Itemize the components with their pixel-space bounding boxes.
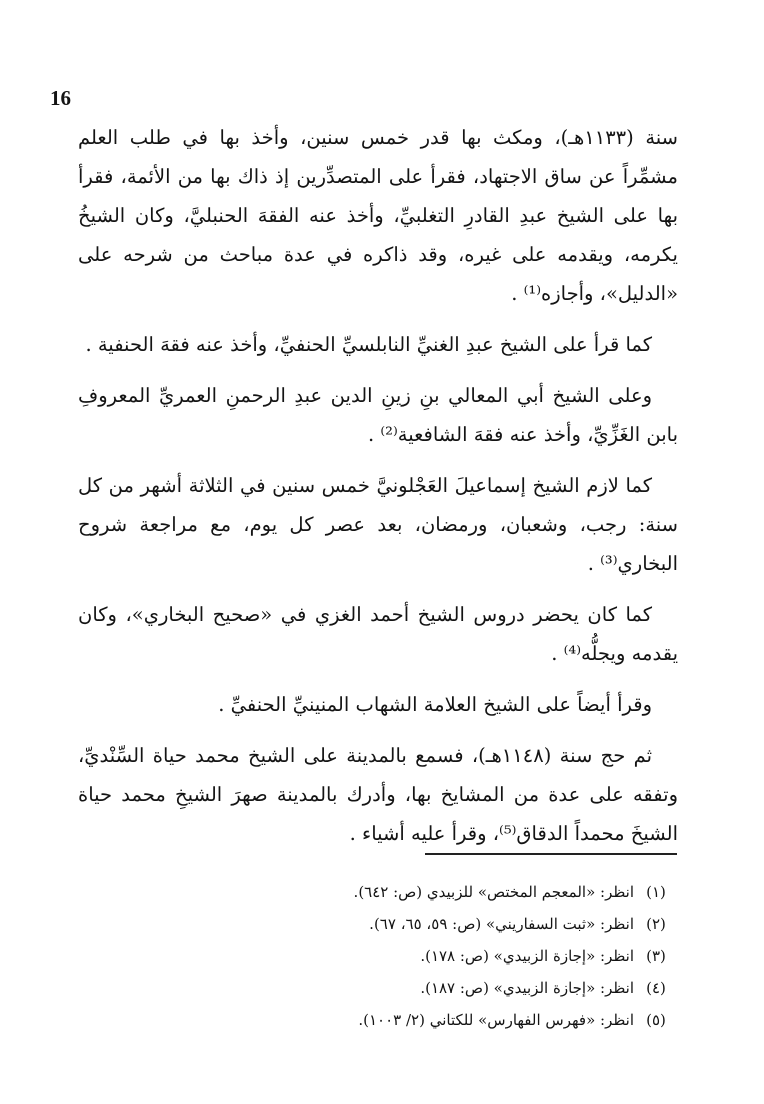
- footnote-number: (٥): [646, 1011, 666, 1029]
- footnote: [78, 1004, 678, 1036]
- footnote-text: انظر: «إجازة الزبيدي» (ص: ١٧٨).: [420, 947, 634, 965]
- footnote-text: انظر: «المعجم المختص» للزبيدي (ص: ٦٤٢).: [353, 883, 634, 901]
- footnote-text: انظر: «فهرس الفهارس» للكتاني (٢/ ١٠٠٣).: [358, 1011, 634, 1029]
- footnote-text: انظر: «إجازة الزبيدي» (ص: ١٨٧).: [420, 979, 634, 997]
- footnote: [78, 940, 678, 972]
- footnote-separator: [425, 853, 677, 855]
- page-number: 16: [50, 86, 71, 110]
- main-text: [78, 118, 678, 865]
- paragraph: وعلى الشيخ أبي المعالي بنِ زينِ الدين عبدِ الرحمنِ العمريِّ المعروفِ بابن الغَزِّيِّ، وأخذ عنه فقهَ الشافعية⁽²⁾ .: [78, 384, 678, 446]
- footnote-number: (١): [646, 883, 666, 901]
- paragraph: كما قرأ على الشيخ عبدِ الغنيِّ النابلسيِّ الحنفيِّ، وأخذ عنه فقهَ الحنفية .: [85, 333, 652, 356]
- footnote-number: (٢): [646, 915, 666, 933]
- footnotes: [78, 876, 678, 1036]
- paragraph: كما لازم الشيخ إسماعيلَ العَجْلونيَّ خمس سنين في الثلاثة أشهر من كل سنة: رجب، وشعبان، ورمضان، بعد عصر كل يوم، مع مراجعة شروح البخاري⁽³⁾ .: [78, 474, 678, 575]
- paragraph: كما كان يحضر دروس الشيخ أحمد الغزي في «صحيح البخاري»، وكان يقدمه ويجلُّه⁽⁴⁾ .: [78, 603, 678, 665]
- paragraph: وقرأ أيضاً على الشيخ العلامة الشهاب المنينيِّ الحنفيِّ .: [218, 693, 652, 716]
- footnote: [78, 876, 678, 908]
- paragraph: سنة (١١٣٣هـ)، ومكث بها قدر خمس سنين، وأخذ بها في طلب العلم مشمِّراً عن ساق الاجتهاد، فقرأ على المتصدِّرين إذ ذاك بها من الأئمة، فقرأ بها على الشيخ عبدِ القادرِ التغلبيِّ، وأخذ عنه الفقهَ الحنبليَّ، وكان الشيخُ يكرمه، ويقدمه على غيره، وقد ذاكره في عدة مباحث من شرحه على «الدليل»، وأجازه⁽¹⁾ .: [78, 126, 679, 305]
- footnote: [78, 972, 678, 1004]
- footnote-number: (٣): [646, 947, 666, 965]
- footnote-text: انظر: «ثبت السفاريني» (ص: ٥٩، ٦٥، ٦٧).: [369, 915, 634, 933]
- footnote-number: (٤): [646, 979, 666, 997]
- footnote: [78, 908, 678, 940]
- paragraph: ثم حج سنة (١١٤٨هـ)، فسمع بالمدينة على الشيخ محمد حياة السِّنْديِّ، وتفقه على عدة من المشايخ بها، وأدرك بالمدينة صهرَ الشيخِ محمد حياة الشيخَ محمداً الدقاق⁽⁵⁾، وقرأ عليه أشياء .: [78, 744, 678, 845]
